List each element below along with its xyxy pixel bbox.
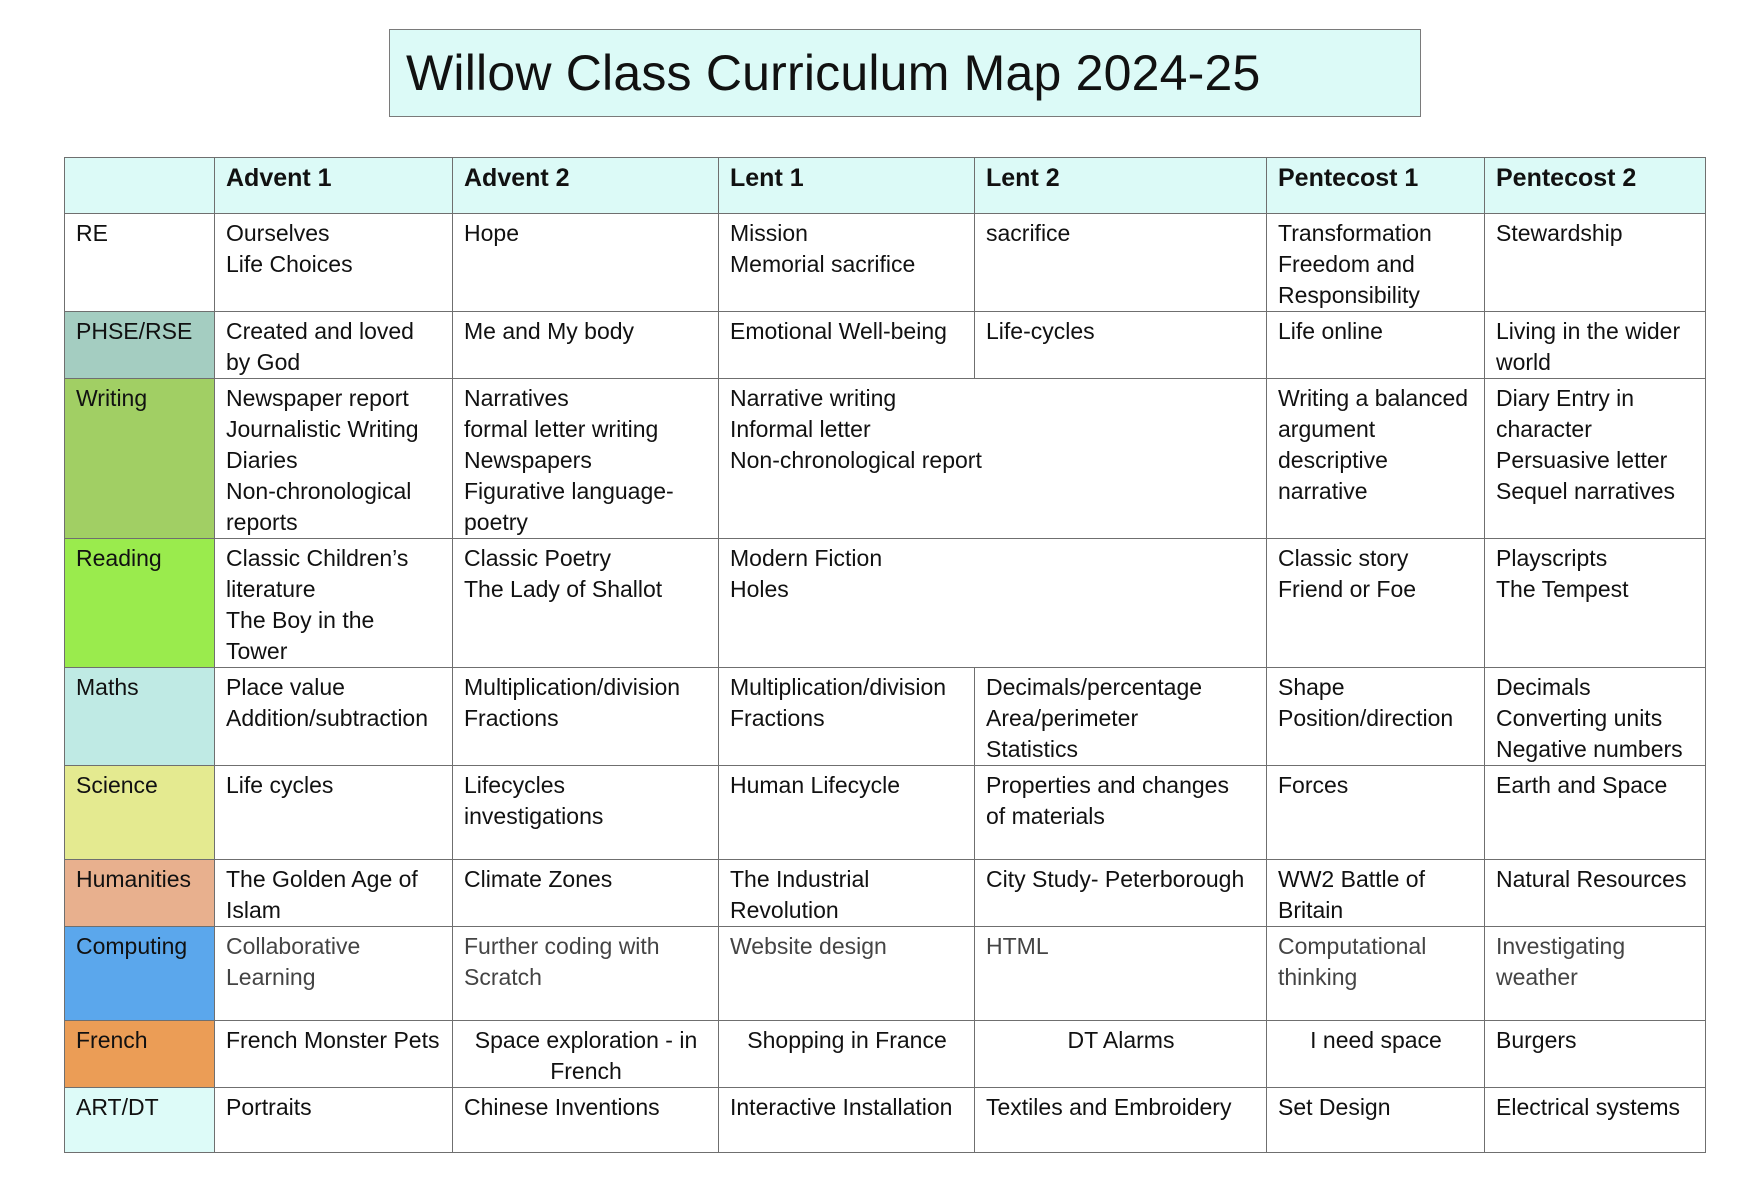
cell-line: The Golden Age of [226,866,418,892]
cell-artdt-lent1 [719,1088,975,1153]
subject-artdt: ART/DT [65,1088,215,1153]
cell-writing-pentecost2 [1485,379,1706,539]
cell-line: Negative numbers [1496,736,1683,762]
cell-line: Natural Resources [1496,866,1687,892]
cell-line: Chinese Inventions [464,1094,660,1120]
cell-line: Further coding with [464,933,660,959]
cell-reading-pentecost1 [1267,539,1485,668]
cell-line: Earth and Space [1496,772,1668,798]
cell-line: Position/direction [1278,705,1454,731]
row-computing [65,927,1706,1021]
cell-line: French [550,1058,622,1084]
cell-computing-lent2 [975,927,1267,1021]
header-row [65,158,1706,214]
row-science [65,766,1706,860]
cell-line: Non-chronological [226,478,412,504]
cell-line: descriptive [1278,447,1388,473]
cell-line: Climate Zones [464,866,613,892]
cell-computing-pentecost1 [1267,927,1485,1021]
subject-french: French [65,1021,215,1088]
cell-line: Shopping in France [747,1027,947,1053]
cell-line: poetry [464,509,528,535]
subject-maths: Maths [65,668,215,766]
cell-computing-lent1 [719,927,975,1021]
cell-french-advent1 [215,1021,453,1088]
subject-reading: Reading [65,539,215,668]
cell-computing-pentecost2 [1485,927,1706,1021]
cell-line: Computational [1278,933,1427,959]
subject-humanities: Humanities [65,860,215,927]
cell-line: Addition/subtraction [226,705,429,731]
cell-re-lent1 [719,214,975,312]
cell-line: Mission [730,220,808,246]
cell-line: Classic Children’s [226,545,409,571]
cell-line: Diaries [226,447,298,473]
cell-phse-advent2 [453,312,719,379]
cell-line: Life cycles [226,772,334,798]
cell-line: Portraits [226,1094,312,1120]
cell-line: literature [226,576,316,602]
cell-science-lent1 [719,766,975,860]
cell-line: by God [226,349,301,375]
cell-line: Forces [1278,772,1349,798]
cell-line: The Boy in the [226,607,375,633]
cell-humanities-lent1 [719,860,975,927]
cell-line: The Tempest [1496,576,1629,602]
subject-re: RE [65,214,215,312]
cell-french-pentecost1 [1267,1021,1485,1088]
cell-line: Life-cycles [986,318,1095,344]
cell-line: Narrative writing [730,385,897,411]
cell-line: world [1496,349,1551,375]
cell-line: Multiplication/division [730,674,947,700]
cell-line: Human Lifecycle [730,772,901,798]
cell-reading-advent1 [215,539,453,668]
cell-line: Hope [464,220,519,246]
cell-line: The Industrial [730,866,870,892]
subject-science: Science [65,766,215,860]
cell-computing-advent1 [215,927,453,1021]
cell-writing-lent [719,379,1267,539]
cell-phse-advent1 [215,312,453,379]
cell-line: Burgers [1496,1027,1577,1053]
cell-line: Islam [226,897,281,923]
cell-re-lent2 [975,214,1267,312]
header-advent-1: Advent 1 [215,158,453,214]
cell-maths-lent1 [719,668,975,766]
cell-re-pentecost2 [1485,214,1706,312]
cell-line: Sequel narratives [1496,478,1675,504]
cell-line: HTML [986,933,1049,959]
cell-artdt-advent2 [453,1088,719,1153]
cell-science-advent1 [215,766,453,860]
cell-line: Investigating [1496,933,1626,959]
cell-line: Writing a balanced [1278,385,1469,411]
header-lent-2: Lent 2 [975,158,1267,214]
cell-science-advent2 [453,766,719,860]
cell-writing-advent1 [215,379,453,539]
cell-line: Tower [226,638,288,664]
cell-line: argument [1278,416,1376,442]
cell-reading-advent2 [453,539,719,668]
cell-line: formal letter writing [464,416,659,442]
cell-line: narrative [1278,478,1368,504]
cell-french-pentecost2 [1485,1021,1706,1088]
cell-line: Converting units [1496,705,1663,731]
cell-line: Textiles and Embroidery [986,1094,1232,1120]
cell-writing-pentecost1 [1267,379,1485,539]
cell-line: Diary Entry in [1496,385,1635,411]
cell-line: Website design [730,933,887,959]
cell-line: Interactive Installation [730,1094,953,1120]
cell-line: Fractions [730,705,825,731]
header-advent-2: Advent 2 [453,158,719,214]
row-artdt [65,1088,1706,1153]
cell-phse-lent2 [975,312,1267,379]
cell-line: Learning [226,964,316,990]
cell-re-pentecost1 [1267,214,1485,312]
subject-phse: PHSE/RSE [65,312,215,379]
cell-line: weather [1496,964,1578,990]
cell-humanities-lent2 [975,860,1267,927]
cell-line: Properties and changes [986,772,1229,798]
cell-humanities-advent1 [215,860,453,927]
header-lent-1: Lent 1 [719,158,975,214]
header-pentecost-2: Pentecost 2 [1485,158,1706,214]
cell-line: The Lady of Shallot [464,576,663,602]
header-corner [65,158,215,214]
cell-line: thinking [1278,964,1358,990]
cell-line: character [1496,416,1592,442]
cell-line: Non-chronological report [730,447,982,473]
cell-maths-advent1 [215,668,453,766]
curriculum-table [64,157,1706,1153]
cell-line: Classic Poetry [464,545,611,571]
cell-line: Persuasive letter [1496,447,1668,473]
cell-re-advent2 [453,214,719,312]
cell-phse-lent1 [719,312,975,379]
cell-line: Friend or Foe [1278,576,1417,602]
cell-line: Fractions [464,705,559,731]
row-humanities [65,860,1706,927]
cell-science-pentecost1 [1267,766,1485,860]
cell-line: Informal letter [730,416,871,442]
cell-line: French Monster Pets [226,1027,440,1053]
cell-line: Life Choices [226,251,353,277]
row-phse [65,312,1706,379]
cell-line: Space exploration - in [474,1027,698,1053]
cell-science-pentecost2 [1485,766,1706,860]
cell-line: Lifecycles [464,772,565,798]
cell-line: Playscripts [1496,545,1608,571]
cell-artdt-pentecost2 [1485,1088,1706,1153]
cell-writing-advent2 [453,379,719,539]
page-title: Willow Class Curriculum Map 2024-25 [406,45,1261,101]
row-french [65,1021,1706,1088]
cell-line: of materials [986,803,1105,829]
subject-computing: Computing [65,927,215,1021]
cell-line: Living in the wider [1496,318,1681,344]
cell-reading-pentecost2 [1485,539,1706,668]
cell-line: Memorial sacrifice [730,251,916,277]
cell-line: Area/perimeter [986,705,1139,731]
cell-line: Modern Fiction [730,545,883,571]
cell-maths-pentecost1 [1267,668,1485,766]
cell-line: DT Alarms [1067,1027,1175,1053]
cell-computing-advent2 [453,927,719,1021]
cell-line: Scratch [464,964,542,990]
cell-line: Statistics [986,736,1079,762]
cell-line: Collaborative [226,933,361,959]
cell-line: Life online [1278,318,1383,344]
cell-line: Me and My body [464,318,635,344]
cell-line: Decimals/percentage [986,674,1203,700]
row-reading [65,539,1706,668]
cell-artdt-lent2 [975,1088,1267,1153]
cell-line: Transformation [1278,220,1432,246]
cell-line: Multiplication/division [464,674,681,700]
cell-phse-pentecost1 [1267,312,1485,379]
cell-line: Emotional Well-being [730,318,947,344]
cell-reading-lent [719,539,1267,668]
cell-phse-pentecost2 [1485,312,1706,379]
cell-line: Created and loved [226,318,414,344]
cell-line: Britain [1278,897,1344,923]
row-maths [65,668,1706,766]
cell-line: Journalistic Writing [226,416,419,442]
cell-line: sacrifice [986,220,1071,246]
cell-line: Newspaper report [226,385,409,411]
subject-writing: Writing [65,379,215,539]
cell-line: City Study- Peterborough [986,866,1245,892]
cell-line: reports [226,509,298,535]
cell-line: Holes [730,576,789,602]
cell-line: Decimals [1496,674,1591,700]
cell-line: Ourselves [226,220,330,246]
cell-science-lent2 [975,766,1267,860]
cell-french-advent2 [453,1021,719,1088]
cell-line: Figurative language- [464,478,674,504]
cell-line: I need space [1310,1027,1442,1053]
cell-humanities-pentecost1 [1267,860,1485,927]
cell-line: Responsibility [1278,282,1420,308]
cell-maths-advent2 [453,668,719,766]
row-re [65,214,1706,312]
cell-line: Shape [1278,674,1345,700]
cell-line: Freedom and [1278,251,1415,277]
title-box [389,29,1421,117]
header-pentecost-1: Pentecost 1 [1267,158,1485,214]
cell-french-lent2 [975,1021,1267,1088]
cell-line: Newspapers [464,447,592,473]
cell-humanities-advent2 [453,860,719,927]
cell-french-lent1 [719,1021,975,1088]
row-writing [65,379,1706,539]
cell-line: Stewardship [1496,220,1623,246]
cell-maths-pentecost2 [1485,668,1706,766]
cell-re-advent1 [215,214,453,312]
cell-artdt-advent1 [215,1088,453,1153]
cell-line: Set Design [1278,1094,1391,1120]
cell-line: Electrical systems [1496,1094,1681,1120]
cell-line: Place value [226,674,345,700]
cell-line: investigations [464,803,604,829]
cell-maths-lent2 [975,668,1267,766]
cell-line: Revolution [730,897,839,923]
cell-line: Narratives [464,385,569,411]
cell-line: Classic story [1278,545,1409,571]
cell-line: WW2 Battle of [1278,866,1425,892]
cell-artdt-pentecost1 [1267,1088,1485,1153]
cell-humanities-pentecost2 [1485,860,1706,927]
